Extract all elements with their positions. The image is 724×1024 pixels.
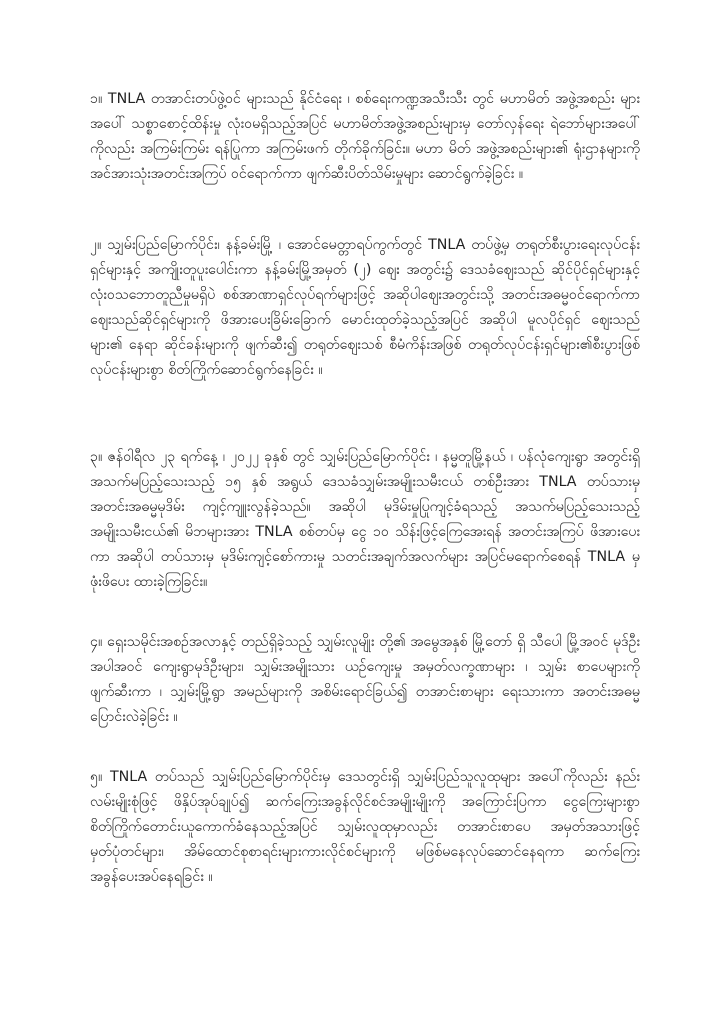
paragraph-4: ၄။ ရှေးသမိုင်းအစဉ်အလာနှင့် တည်ရှိခဲ့သည့် သျှမ်းလူမျိုး တို့၏ အမွေအနှစ် မြို့တော် ရှိ သီပေါ မြို့အဝင် မုဒ်ဦး အပါအဝင် ကျေးရွာမုဒ်ဦးများ၊ သျှမ်းအမျိုးသား ယဉ်ကျေးမှု အမှတ်လက္ခဏာများ ၊ သျှမ်း စာပေများကို ဖျက်ဆီးကာ ၊ သျှမ်းမြို့ရွာ အမည်များကို အစိမ်းရောင်ခြယ်၍ တအာင်းစာများ ရေးသားကာ အတင်းအဓမ္မပြောင်းလဲခဲ့ခြင်း ။: [90, 634, 640, 725]
paragraph-1: ၁။ TNLA တအာင်းတပ်ဖွဲ့ဝင် များသည် နိုင်ငံရေး ၊ စစ်ရေးကဏ္ဍအသီးသီး တွင် မဟာမိတ် အဖွဲ့အစည်း များအပေါ် သစ္စာစောင့်ထိန်းမှု လုံးဝမရှိသည့်အပြင် မဟာမိတ်အဖွဲ့အစည်းများမှ တော်လှန်ရေး ရဲဘော်များအပေါ်ကိုလည်း အကြမ်းကြမ်း ရန်ပြုကာ အကြမ်းဖက် တိုက်ခိုက်ခြင်း။ မဟာ မိတ် အဖွဲ့အစည်းများ၏ ရုံးဌာနများကို အင်အားသုံးအတင်းအကြပ် ဝင်ရောက်ကာ ဖျက်ဆီးပိတ်သိမ်းမှုများ ဆောင်ရွက်ခဲ့ခြင်း ။: [90, 91, 640, 182]
paragraph-3: ၃။ ဇန်ဝါရီလ ၂၃ ရက်နေ့ ၊ ၂၀၂၂ ခုနှစ် တွင် သျှမ်းပြည်မြောက်ပိုင်း ၊ နမ္မတူမြို့နယ် ၊ ပန်လုံကျေးရွာ အတွင်းရှိ အသက်မပြည့်သေးသည့် ၁၅ နှစ် အရွယ် ဒေသခံသျှမ်းအမျိုးသမီးငယ် တစ်ဦးအား TNLA တပ်သားမှ အတင်းအဓမ္မမုဒိမ်း ကျင့်ကျူးလွန်ခဲ့သည်။ အဆိုပါ မုဒိမ်းမှုပြုကျင့်ခံရသည့် အသက်မပြည့်သေးသည့် အမျိုးသမီးငယ်၏ မိဘများအား TNLA စစ်တပ်မှ ငွေ ၁၀ သိန်းဖြင့်ကြေအေးရန် အတင်းအကြပ် ဖိအားပေးကာ အဆိုပါ တပ်သားမှ မုဒိမ်းကျင့်စော်ကားမှု သတင်းအချက်အလက်များ အပြင်မရောက်စေရန် TNLA မှဖုံးဖိပေး ထားခဲ့ကြခြင်း။: [90, 449, 640, 590]
paragraph-5: ၅။ TNLA တပ်သည် သျှမ်းပြည်မြောက်ပိုင်းမှ ဒေသတွင်းရှိ သျှမ်းပြည်သူလူထုများ အပေါ်ကိုလည်း နည်းလမ်းမျိုးစုံဖြင့် ဖိနှိပ်အုပ်ချုပ်၍ ဆက်ကြေးအခွန်လိုင်စင်အမျိုးမျိုးကို အကြောင်းပြကာ ငွေကြေးများစွာ စိတ်ကြိုက်တောင်းယူကောက်ခံနေသည့်အပြင် သျှမ်းလူထုမှာလည်း တအာင်းစာပေ အမှတ်အသားဖြင့် မှတ်ပုံတင်များ၊ အိမ်ထောင်စုစာရင်းများကားလိုင်စင်များကို မဖြစ်မနေလုပ်ဆောင်နေရကာ ဆက်ကြေးအခွန်ပေးအပ်နေရခြင်း ။: [90, 769, 640, 885]
paragraph-2: ၂။ သျှမ်းပြည်မြောက်ပိုင်း၊ နန့်ခမ်းမြို့ ၊ အောင်မေတ္တာရပ်ကွက်တွင် TNLA တပ်ဖွဲ့မှ တရုတ်စီးပွားရေးလုပ်ငန်းရှင်များနှင့် အကျိုးတူပူးပေါင်းကာ နန့်ခမ်းမြို့အမှတ် (၂) ဈေး အတွင်း၌ ဒေသခံဈေးသည် ဆိုင်ပိုင်ရှင်များနှင့် လုံးဝသဘောတူညီမှုမရှိပဲ စစ်အာဏာရှင်လုပ်ရက်များဖြင့် အဆိုပါဈေးအတွင်းသို့ အတင်းအဓမ္မဝင်ရောက်ကာဈေးသည်ဆိုင်ရှင်များကို ဖိအားပေးခြိမ်းခြောက် မောင်းထုတ်ခဲ့သည့်အပြင် အဆိုပါ မူလပိုင်ရှင် ဈေးသည်များ၏ နေရာ ဆိုင်ခန်းများကို ဖျက်ဆီး၍ တရုတ်ဈေးသစ် စီမံကိန်းအဖြစ် တရုတ်လုပ်ငန်းရှင်များ၏စီးပွားဖြစ် လုပ်ငန်းများစွာ စိတ်ကြိုက်ဆောင်ရွက်နေခြင်း ။: [90, 237, 640, 378]
